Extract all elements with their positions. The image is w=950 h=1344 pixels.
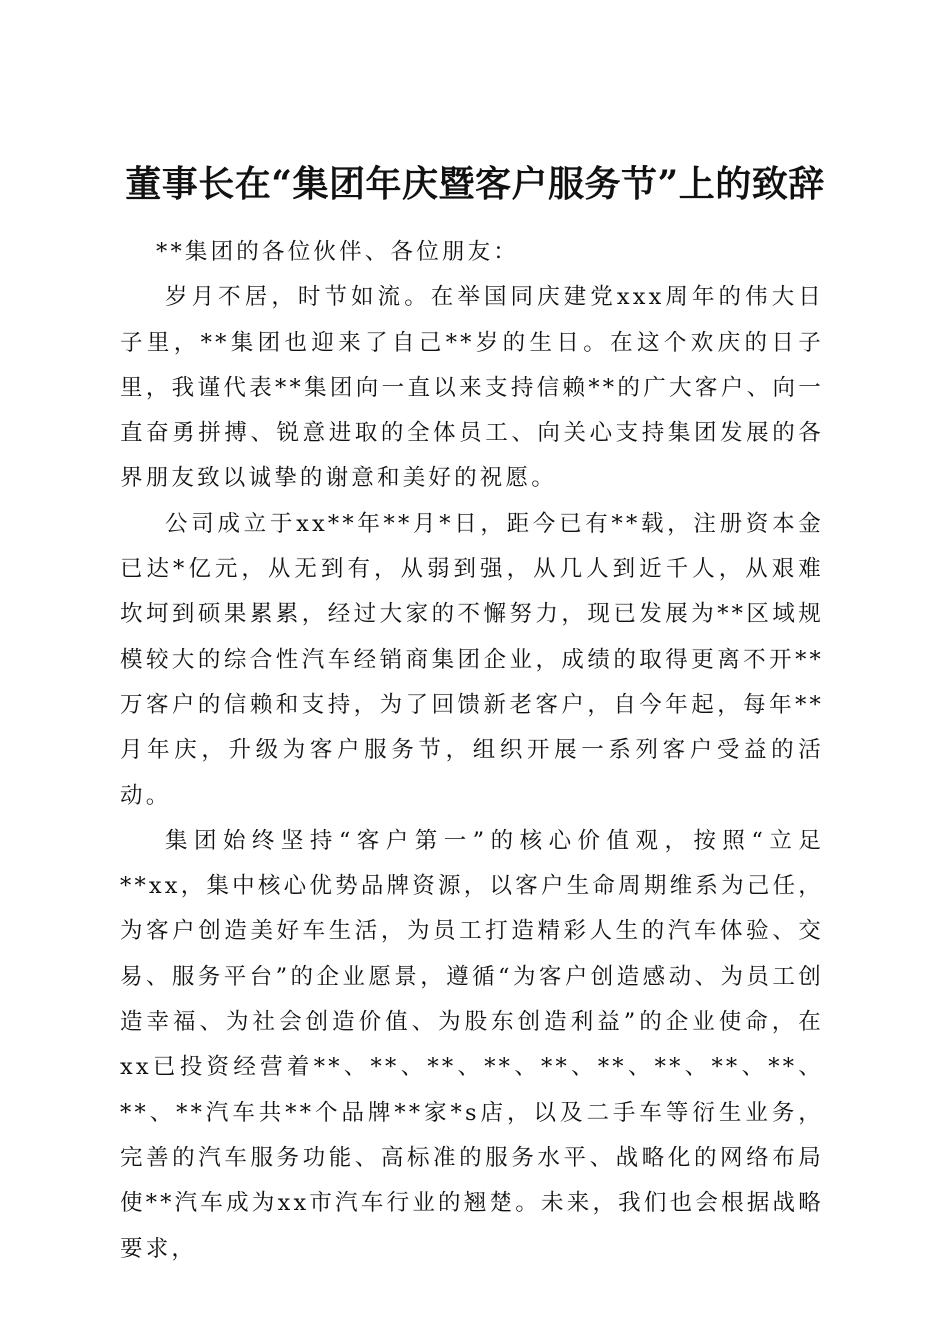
salutation: **集团的各位伙伴、各位朋友：: [156, 239, 520, 265]
paragraph-3: 集团始终坚持“客户第一”的核心价值观，按照“立足**xx，集中核心优势品牌资源，以客户生命周期维系为己任，为客户创造美好车生活，为员工打造精彩人生的汽车体验、交易、服务平台”的企业愿景，遵循“为客户创造感动、为员工创造幸福、为社会创造价值、为股东创造利益”的企业使命，在xx已投资经营着**、**、**、**、**、**、**、**、**、**、**汽车共**个品牌**家*s店，以及二手车等衍生业务，完善的汽车服务功能、高标准的服务水平、战略化的网络布局使**汽车成为xx市汽车行业的翘楚。未来，我们也会根据战略要求，: [120, 827, 824, 1262]
document-body: [120, 230, 824, 1272]
paragraph-1: 岁月不居，时节如流。在举国同庆建党xxx周年的伟大日子里，**集团也迎来了自己**岁的生日。在这个欢庆的日子里，我谨代表**集团向一直以来支持信赖**的广大客户、向一直奋勇拼搏、锐意进取的全体员工、向关心支持集团发展的各界朋友致以诚挚的谢意和美好的祝愿。: [120, 284, 824, 492]
paragraph-2: 公司成立于xx**年**月*日，距今已有**载，注册资本金已达*亿元，从无到有，从弱到强，从几人到近千人，从艰难坎坷到硕果累累，经过大家的不懈努力，现已发展为**区域规模较大的综合性汽车经销商集团企业，成绩的取得更离不开**万客户的信赖和支持，为了回馈新老客户，自今年起，每年**月年庆，升级为客户服务节，组织开展一系列客户受益的活动。: [120, 510, 824, 809]
document-title: 董事长在“集团年庆暨客户服务节”上的致辞: [125, 163, 825, 206]
